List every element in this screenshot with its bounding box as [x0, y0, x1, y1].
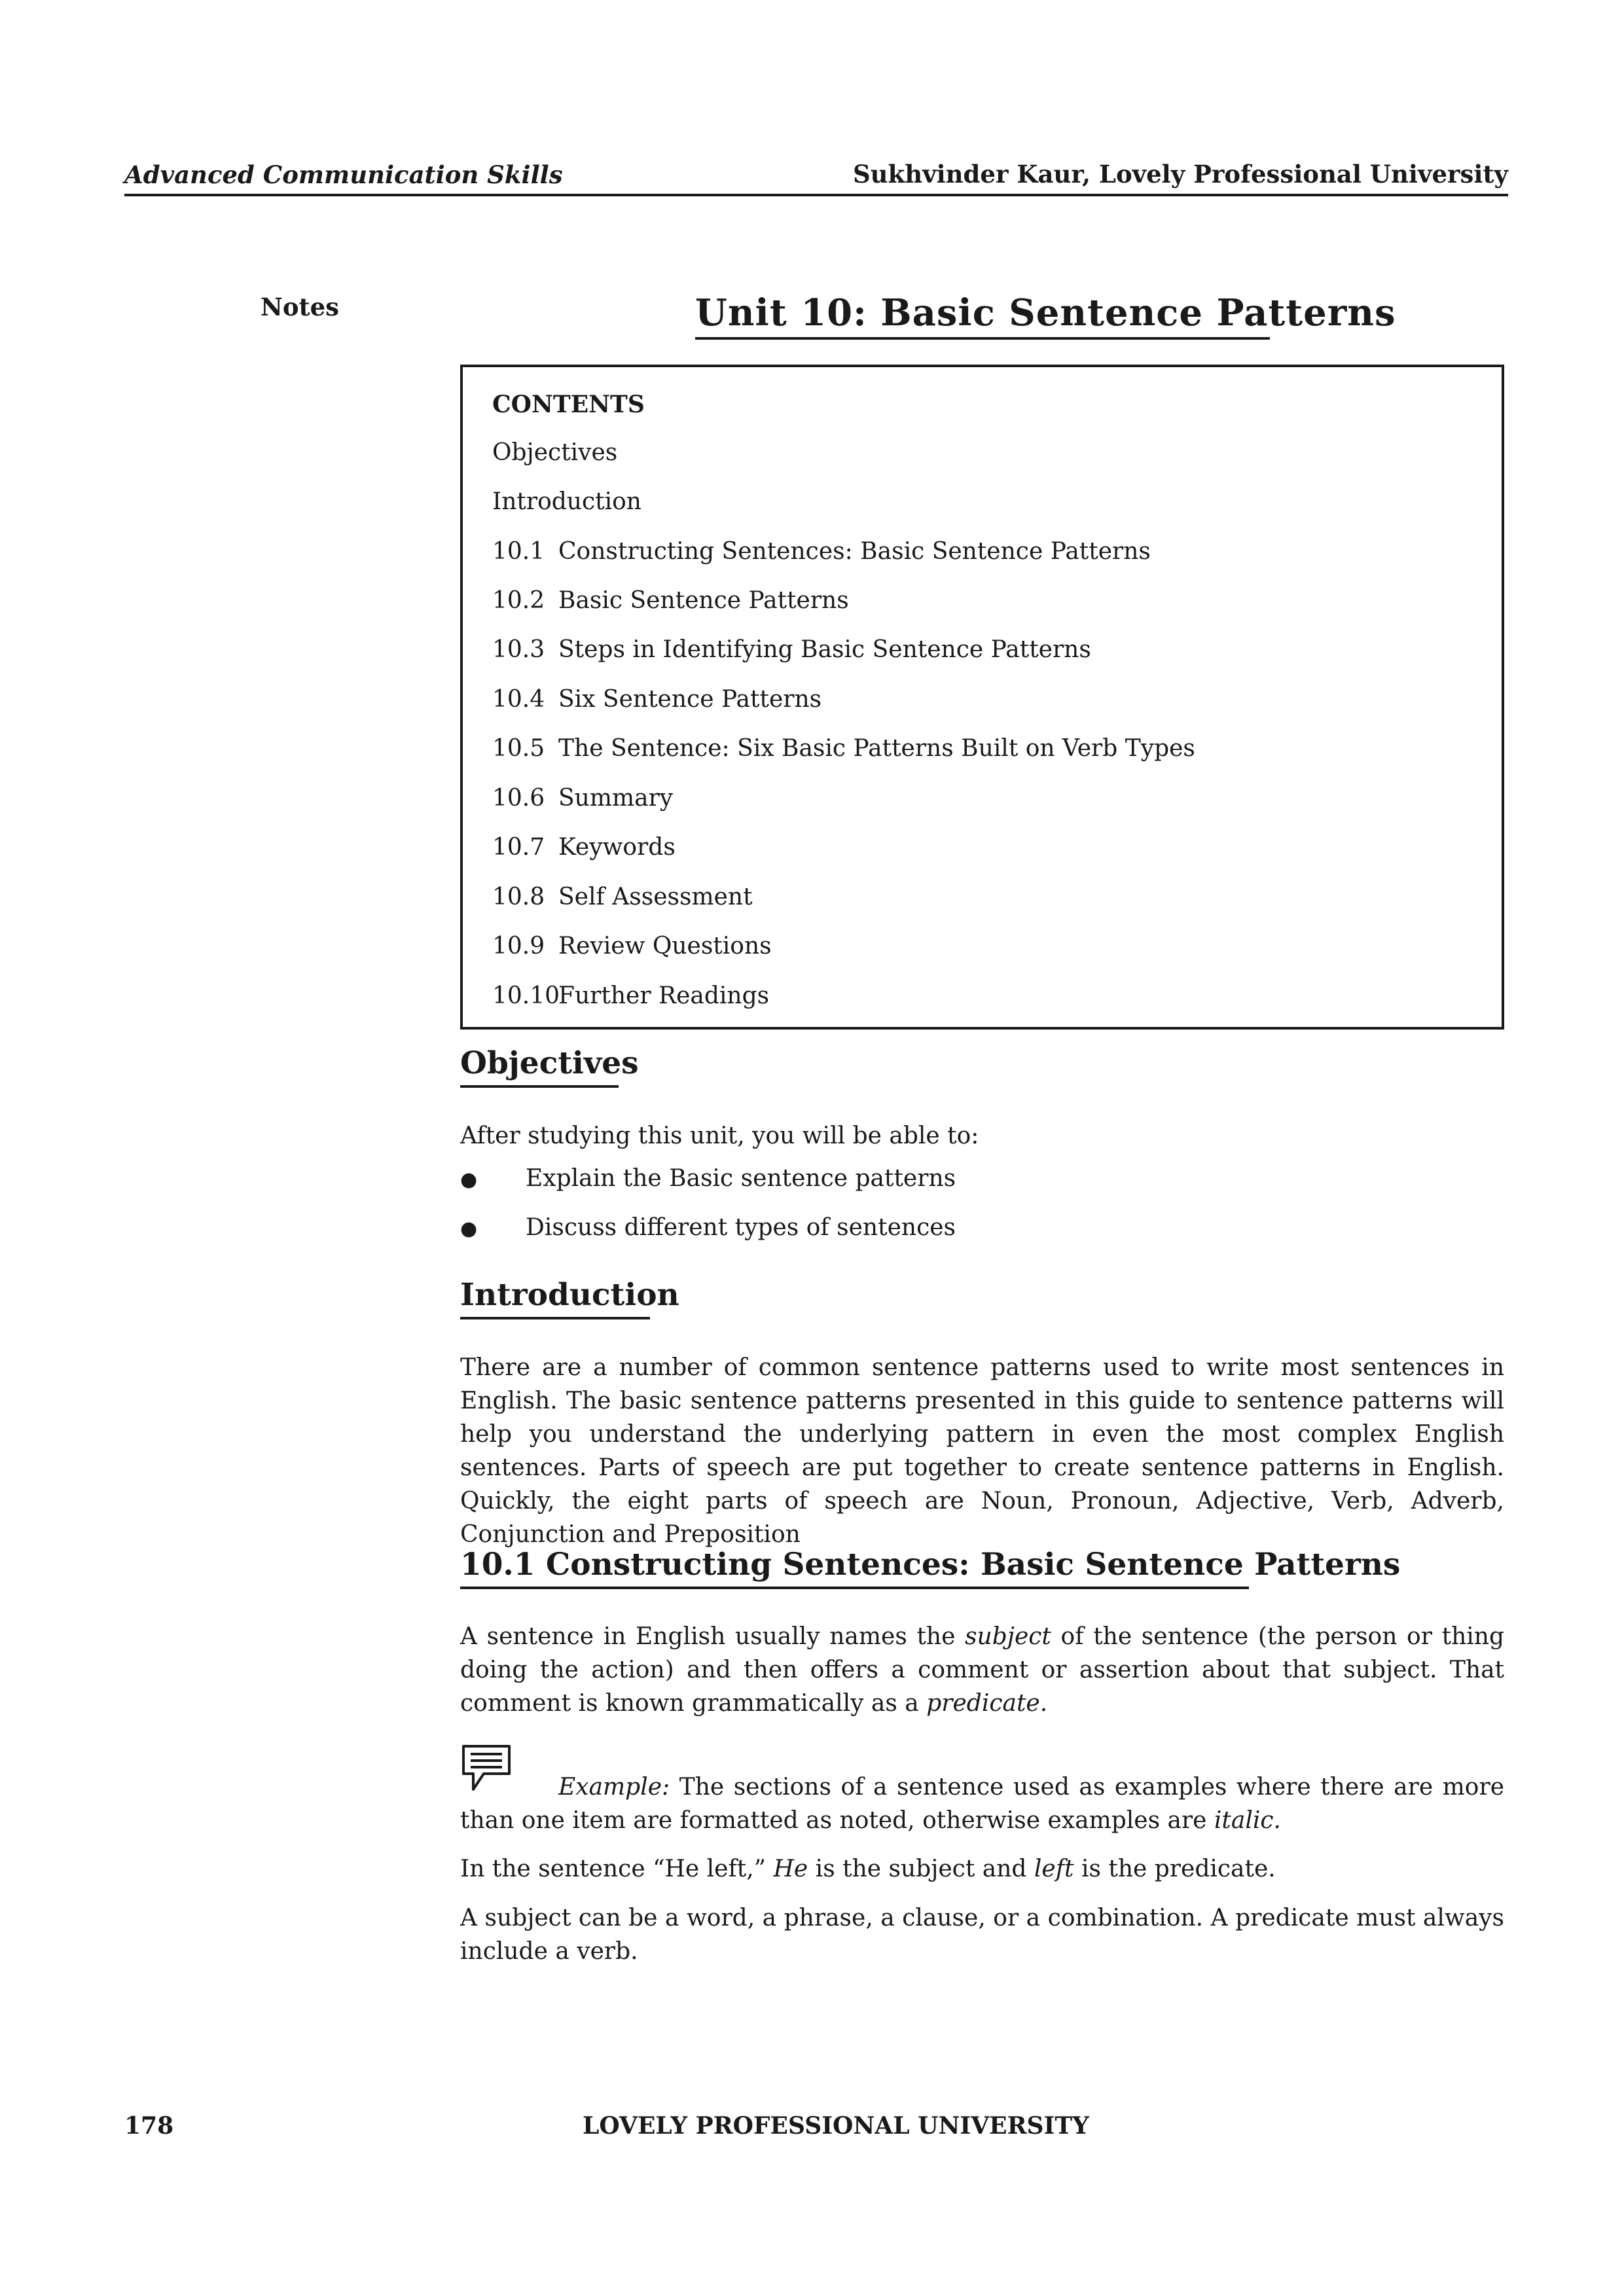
contents-box: [460, 365, 1504, 1030]
toc-item: [492, 686, 821, 713]
objective-item: Explain the Basic sentence patterns: [526, 1165, 956, 1192]
objective-item: Discuss different types of sentences: [526, 1214, 956, 1241]
section-10-1-heading: 10.1 Constructing Sentences: Basic Sentence Patterns: [460, 1547, 1401, 1583]
toc-item: [492, 933, 772, 960]
toc-number: 10.4: [492, 686, 545, 713]
toc-number: 10.3: [492, 636, 545, 663]
example-paragraph: Example: The sections of a sentence used as examples where there are more than one item are formatted as noted, otherwise examples are italic.: [460, 1774, 1504, 1834]
toc-item: [492, 636, 1091, 663]
toc-item: [492, 834, 676, 861]
toc-item: [492, 884, 753, 910]
footer-university: LOVELY PROFESSIONAL UNIVERSITY: [583, 2112, 1089, 2140]
bullet-icon: ●: [460, 1217, 478, 1240]
introduction-heading: Introduction: [460, 1277, 679, 1313]
header-rule: [124, 194, 1508, 196]
toc-title: Constructing Sentences: Basic Sentence Patterns: [558, 538, 1151, 565]
unit-title: Unit 10: Basic Sentence Patterns: [695, 291, 1396, 334]
toc-item: [492, 439, 617, 466]
toc-item: [492, 488, 641, 515]
running-header-title: Advanced Communication Skills: [124, 160, 563, 189]
toc-item: [492, 785, 673, 812]
toc-number: 10.7: [492, 834, 545, 861]
running-header-author: Sukhvinder Kaur, Lovely Professional University: [852, 160, 1508, 188]
toc-title: Introduction: [492, 488, 641, 515]
toc-title: Objectives: [492, 439, 618, 466]
toc-title: Steps in Identifying Basic Sentence Patterns: [558, 636, 1091, 663]
introduction-paragraph: There are a number of common sentence patterns used to write most sentences in English. The basic sentence patterns presented in this guide to sentence patterns will help you understand the underlying pattern in even the most complex English sentences. Parts of speech are put together to create sentence patterns in English. Quickly, the eight parts of speech are Noun, Pronoun, Adjective, Verb, Adverb, Conjunction and Preposition: [460, 1354, 1504, 1548]
toc-item: [492, 587, 849, 614]
toc-number: 10.8: [492, 884, 545, 910]
introduction-underline: [460, 1317, 650, 1319]
contents-heading: CONTENTS: [492, 391, 645, 418]
toc-title: Summary: [558, 785, 674, 812]
toc-title: Keywords: [558, 834, 676, 861]
section-10-1-underline: [460, 1587, 1249, 1589]
toc-number: 10.5: [492, 735, 545, 762]
toc-item: [492, 735, 1195, 762]
page-number: 178: [124, 2112, 174, 2140]
objectives-intro: After studying this unit, you will be able to:: [460, 1122, 979, 1149]
margin-notes-label: Notes: [261, 293, 339, 321]
he-left-paragraph: In the sentence “He left,” He is the subject and left is the predicate.: [460, 1856, 1276, 1882]
subject-word-paragraph: A subject can be a word, a phrase, a clause, or a combination. A predicate must always include a verb.: [460, 1905, 1504, 1965]
bullet-icon: ●: [460, 1168, 478, 1191]
subject-predicate-paragraph: A sentence in English usually names the subject of the sentence (the person or thing doing the action) and then offers a comment or assertion about that subject. That comment is known grammatically as a predicate.: [460, 1623, 1504, 1717]
toc-title: Review Questions: [558, 933, 772, 960]
toc-item: [492, 538, 1151, 565]
toc-number: 10.6: [492, 785, 545, 812]
objectives-underline: [460, 1085, 619, 1088]
toc-title: Self Assessment: [558, 884, 753, 910]
toc-number: 10.2: [492, 587, 545, 614]
toc-number: 10.9: [492, 933, 545, 960]
toc-number: 10.1: [492, 538, 545, 565]
unit-title-underline: [695, 337, 1270, 340]
toc-number: 10.10: [492, 982, 560, 1009]
toc-title: The Sentence: Six Basic Patterns Built on Verb Types: [558, 735, 1195, 762]
toc-item: [492, 982, 769, 1009]
toc-title: Further Readings: [558, 982, 770, 1009]
toc-title: Six Sentence Patterns: [558, 686, 822, 713]
example-label: Example:: [558, 1774, 670, 1801]
objectives-heading: Objectives: [460, 1045, 639, 1081]
toc-title: Basic Sentence Patterns: [558, 587, 849, 614]
